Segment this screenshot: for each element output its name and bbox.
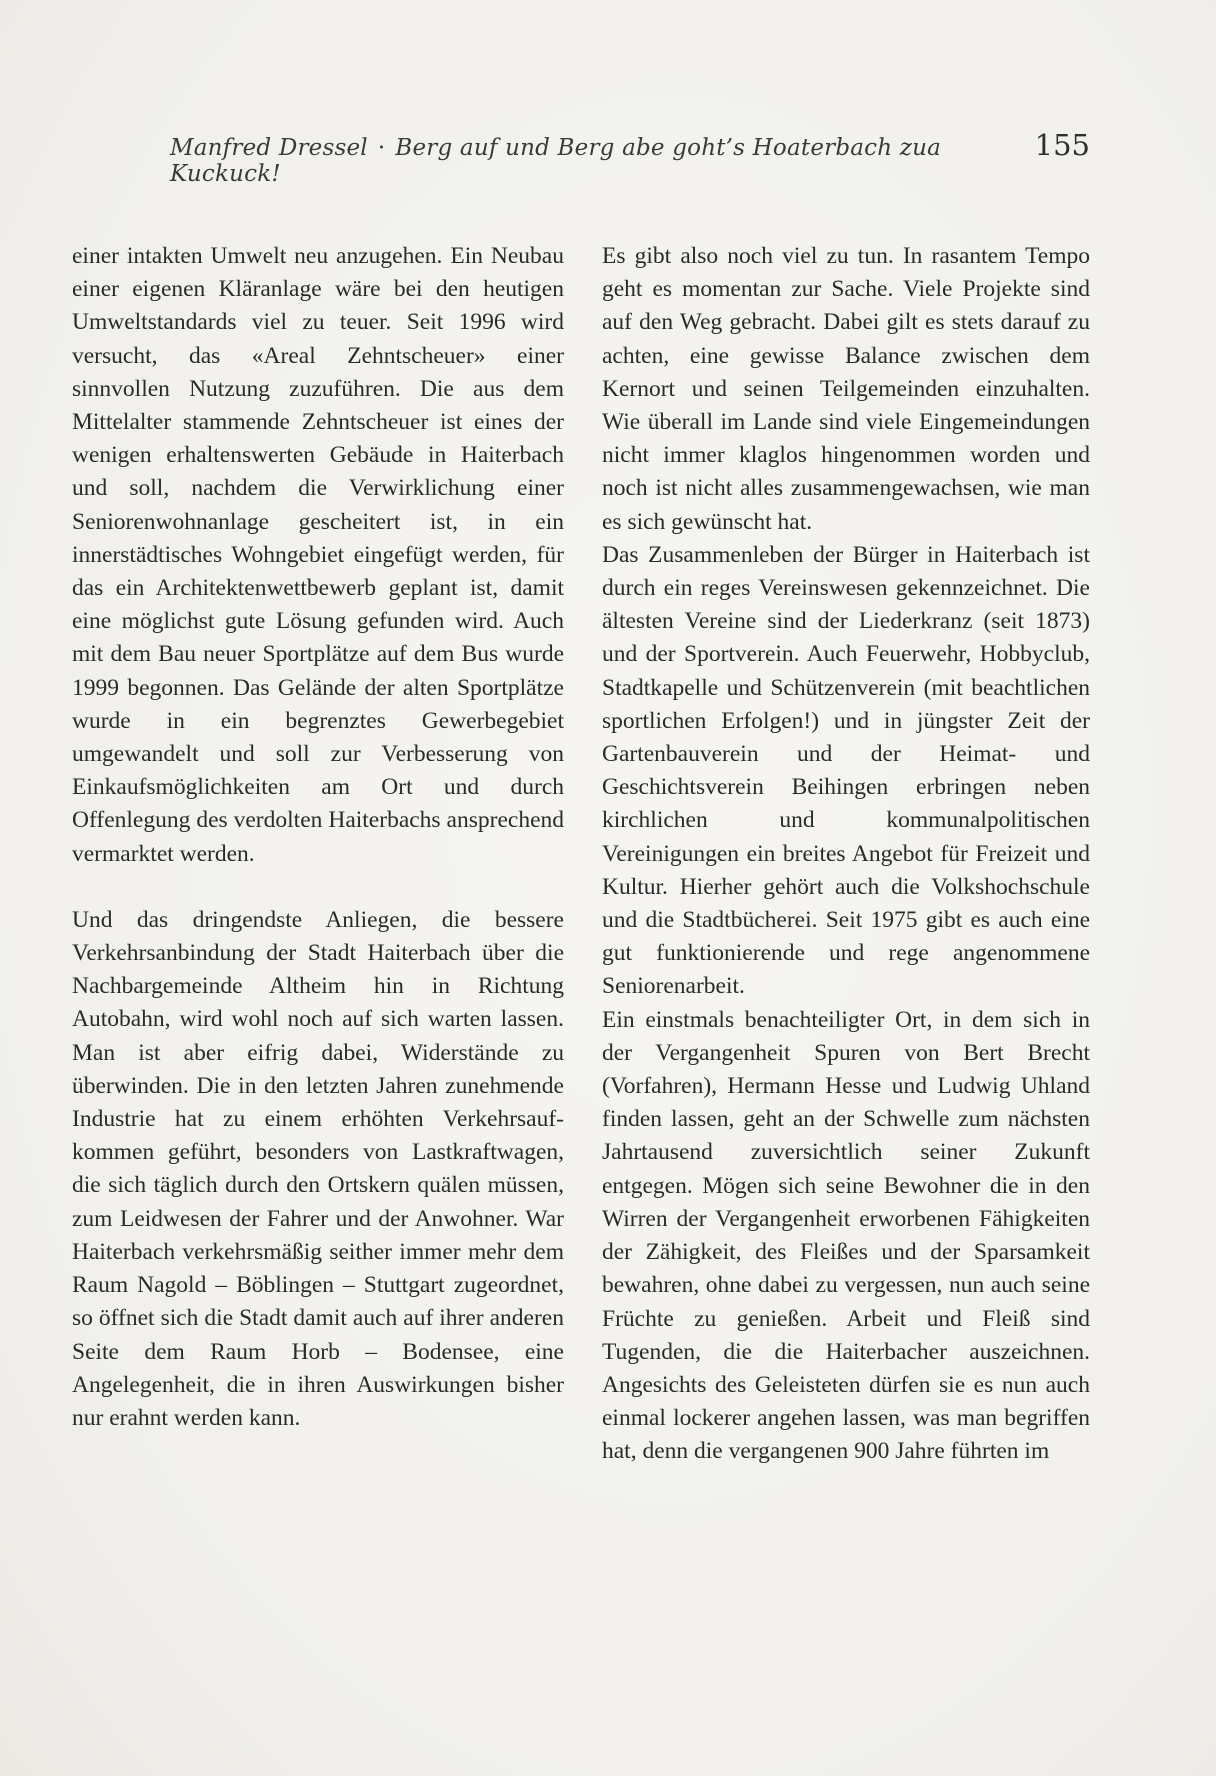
running-head [170, 128, 1090, 187]
right-column [602, 240, 1090, 1469]
left-column [72, 240, 564, 1435]
right-paragraph-1: Es gibt also noch viel zu tun. In rasantem Tempo geht es momentan zur Sache. Viele Projekte sind auf den Weg gebracht. Dabei gilt es stets darauf zu achten, eine gewisse Balance zwischen dem Kernort und seinen Teilgemeinden einzuhalten. Wie überall im Lande sind viele Eingemeindungen nicht immer klaglos hingenommen worden und noch ist nicht alles zusammengewachsen, wie man es sich gewünscht hat. [602, 243, 1090, 535]
right-paragraph-3: Ein einstmals benachteiligter Ort, in dem sich in der Vergangenheit Spuren von Bert Brecht (Vorfahren), Hermann Hesse und Ludwig Uhland finden lassen, geht an der Schwelle zum nächsten Jahrtausend zuversichtlich seiner Zukunft entgegen. Mögen sich seine Bewohner die in den Wirren der Vergangenheit erworbenen Fähigkeiten der Zähigkeit, des Fleißes und der Sparsamkeit bewahren, ohne dabei zu vergessen, nun auch seine Früchte zu genießen. Arbeit und Fleiß sind Tugenden, die die Haiterbacher auszeichnen. Angesichts des Geleisteten dürfen sie es nun auch einmal lockerer angehen lassen, was man begriffen hat, denn die vergangenen 900 Jahre führten im [602, 1006, 1090, 1465]
header-title: Berg auf und Berg abe goht’s Hoaterbach zua Kuckuck! [170, 135, 942, 187]
running-head-text [170, 135, 1035, 187]
header-separator: · [377, 135, 386, 161]
left-paragraph-2: Und das dringendste Anliegen, die bessere Verkehrsanbindung der Stadt Haiterbach über die Nachbargemeinde Altheim hin in Richtung Autobahn, wird wohl noch auf sich warten lassen. Man ist aber eifrig dabei, Widerstände zu überwinden. Die in den letzten Jahren zunehmende Industrie hat zu einem erhöhten Verkehrsaufkommen geführt, besonders von Lastkraftwagen, die sich täglich durch den Ortskern quälen müssen, zum Leidwesen der Fahrer und der Anwohner. War Haiterbach verkehrsmäßig seither immer mehr dem Raum Nagold – Böblingen – Stuttgart zugeordnet, so öffnet sich die Stadt damit auch auf ihrer anderen Seite dem Raum Horb – Bodensee, eine Angelegenheit, die in ihren Auswirkungen bisher nur erahnt werden kann. [72, 906, 564, 1431]
right-paragraph-2: Das Zusammenleben der Bürger in Haiterbach ist durch ein reges Vereinswesen gekennzeichnet. Die ältesten Vereine sind der Liederkranz (seit 1873) und der Sportverein. Auch Feuerwehr, Hobbyclub, Stadtkapelle und Schützenverein (mit beachtlichen sportlichen Erfolgen!) und in jüngster Zeit der Gartenbauverein und der Heimat- und Geschichtsverein Beihingen erbringen neben kirchlichen und kommunalpolitischen Vereinigungen ein breites Angebot für Freizeit und Kultur. Hierher gehört auch die Volkshochschule und die Stadtbücherei. Seit 1975 gibt es auch eine gut funktionierende und rege angenommene Seniorenarbeit. [602, 541, 1090, 1000]
left-paragraph-1: einer intakten Umwelt neu anzugehen. Ein Neubau einer eigenen Kläranlage wäre bei den heutigen Umweltstandards viel zu teuer. Seit 1996 wird versucht, das «Areal Zehntscheuer» einer sinnvollen Nutzung zuzuführen. Die aus dem Mittelalter stammende Zehntscheuer ist eines der wenigen erhaltenswerten Gebäude in Haiterbach und soll, nachdem die Verwirklichung einer Seniorenwohnanlage gescheitert ist, in ein innerstädtisches Wohngebiet eingefügt werden, für das ein Architektenwettbewerb geplant ist, damit eine möglichst gute Lösung gefunden wird. Auch mit dem Bau neuer Sportplätze auf dem Bus wurde 1999 begonnen. Das Gelände der alten Sportplätze wurde in ein begrenztes Gewerbegebiet umgewandelt und soll zur Verbesserung von Einkaufsmöglichkeiten am Ort und durch Offenlegung des verdolten Haiterbachs ansprechend vermarktet werden. [72, 243, 564, 867]
page-number: 155 [1034, 128, 1090, 162]
header-author: Manfred Dressel [170, 135, 368, 161]
